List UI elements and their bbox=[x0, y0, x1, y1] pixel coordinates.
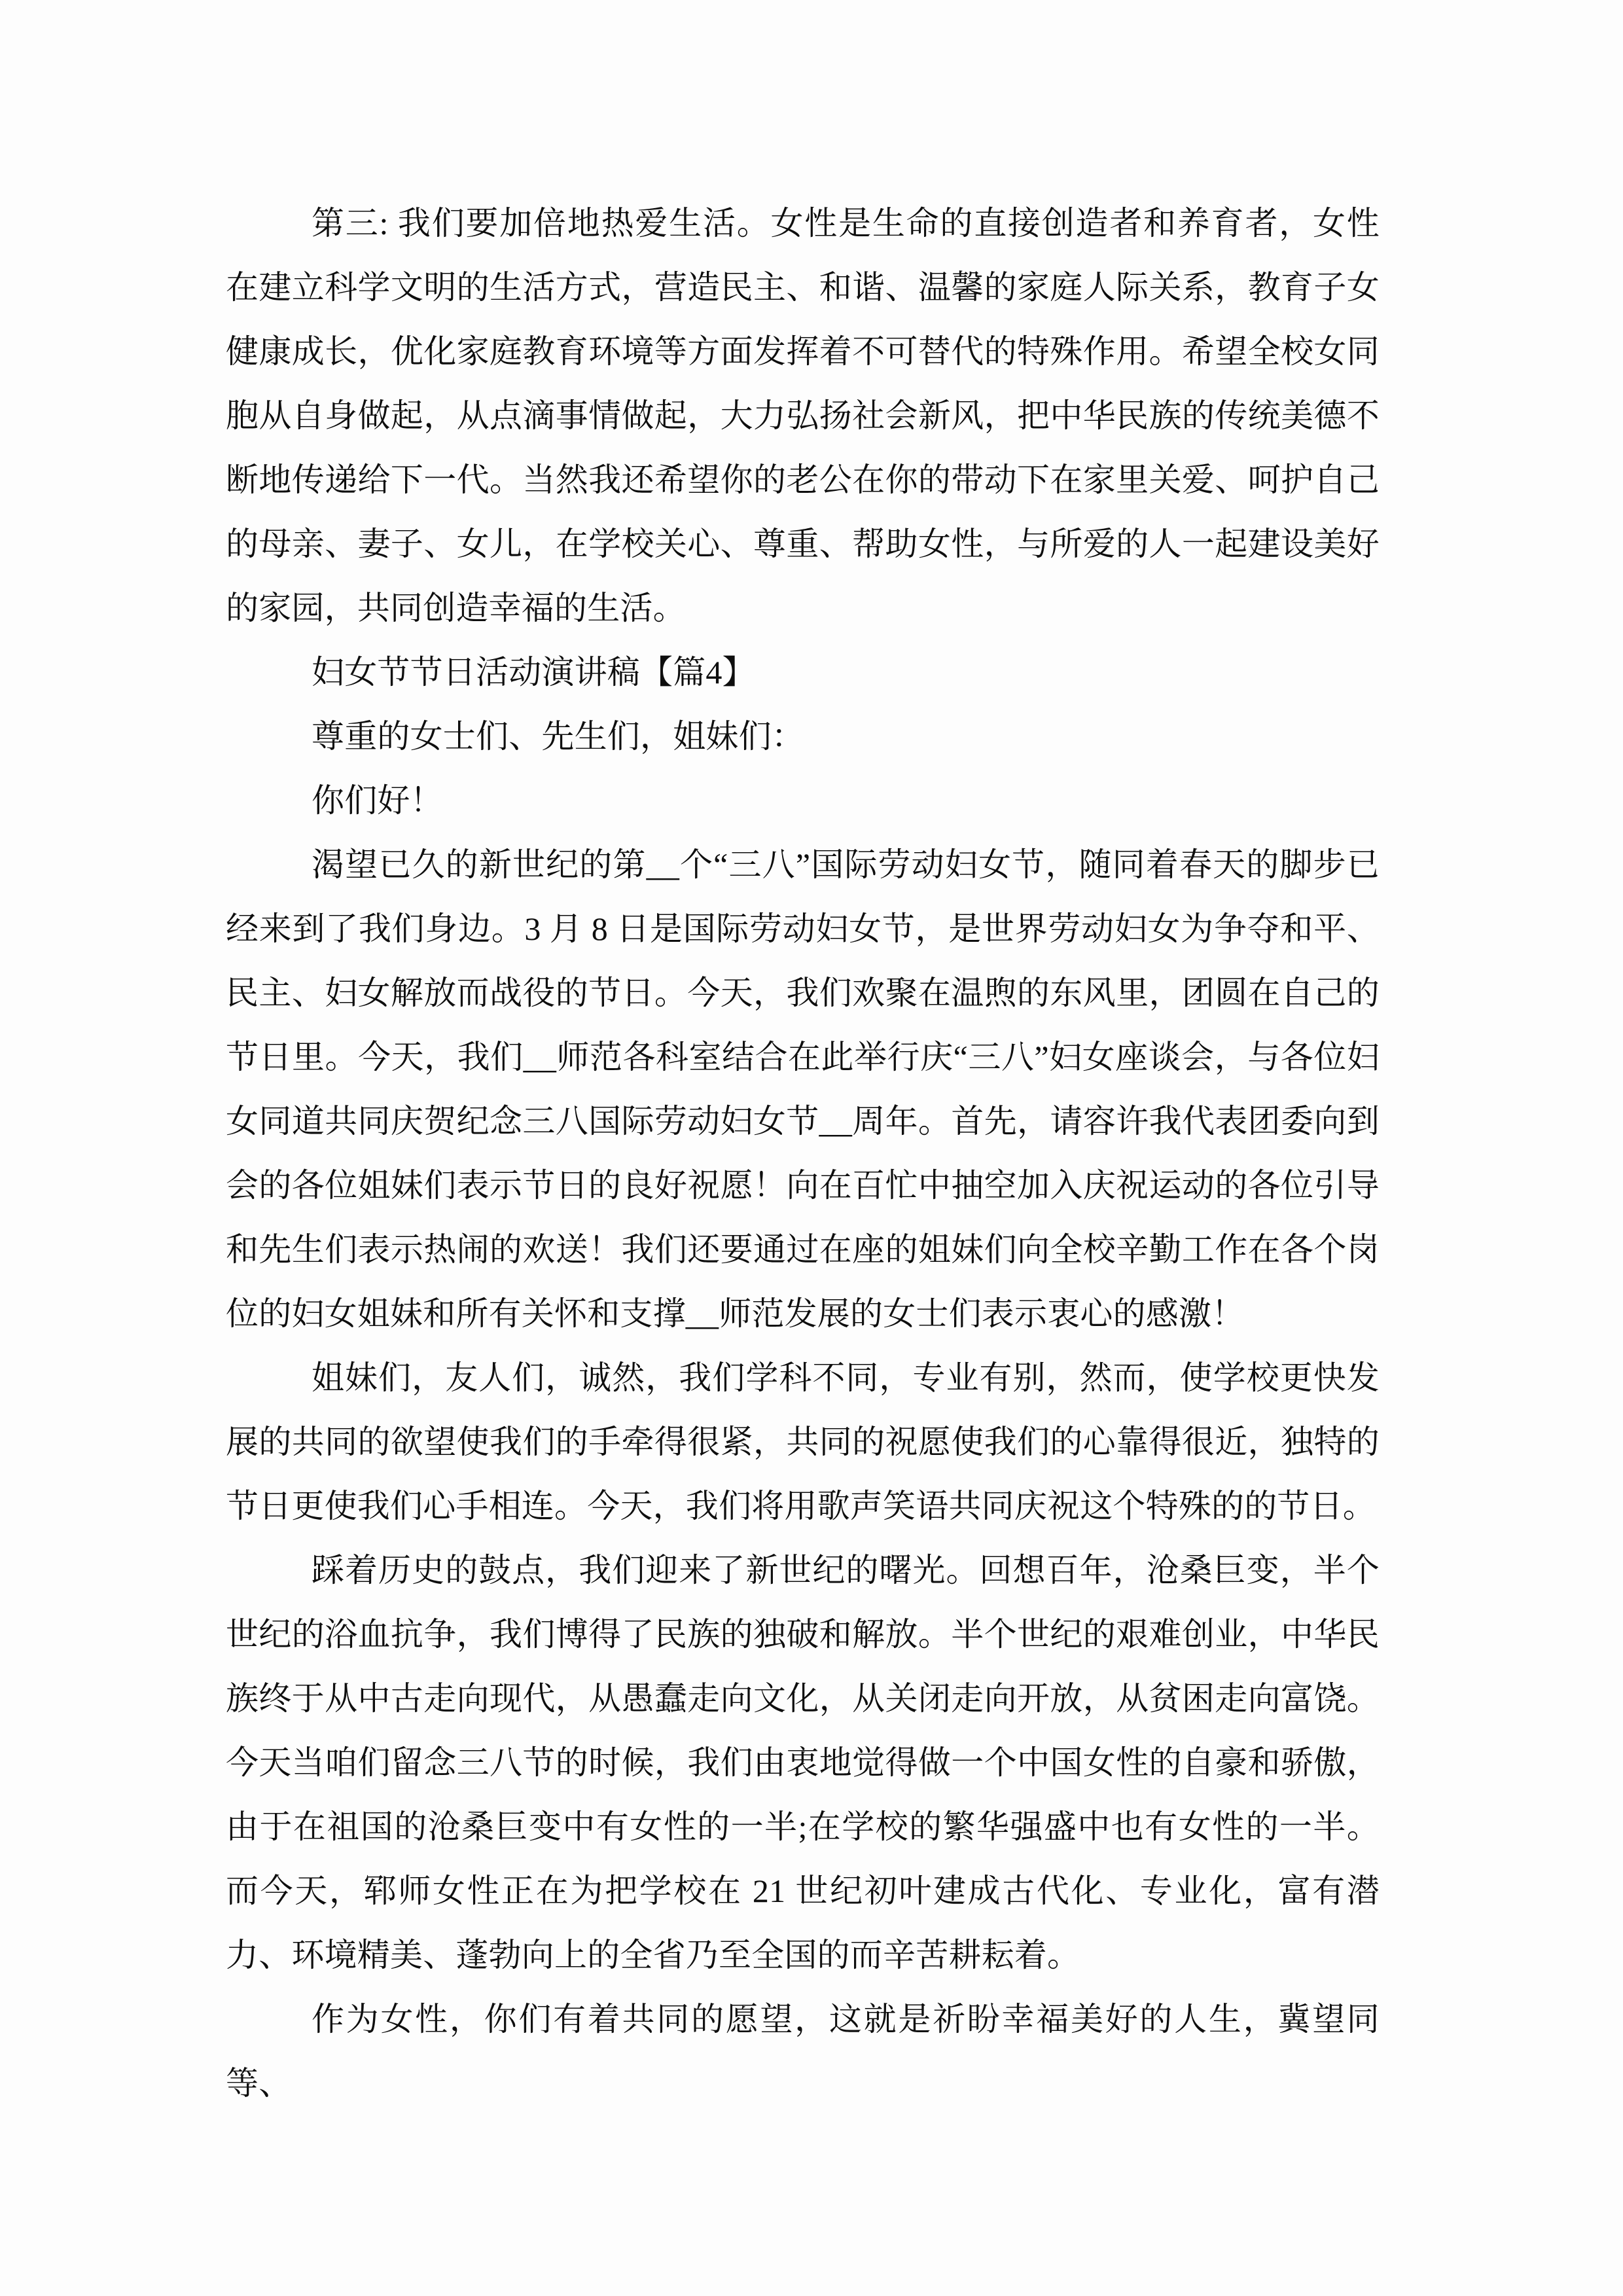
section-title-part4: 妇女节节日活动演讲稿【篇4】 bbox=[312, 654, 755, 691]
greeting-line: 你们好！ bbox=[312, 782, 443, 819]
text-block bbox=[226, 191, 1380, 2115]
paragraph-march8-intro: 渴望已久的新世纪的第__个“三八”国际劳动妇女节，随同着春天的脚步已经来到了我们身边。3 月 8 日是国际劳动妇女节，是世界劳动妇女为争夺和平、民主、妇女解放而战役的节日。今天，我们欢聚在温煦的东风里，团圆在自己的节日里。今天，我们__师范各科室结合在此举行庆“三八”妇女座谈会，与各位妇女同道共同庆贺纪念三八国际劳动妇女节__周年。首先，请容许我代表团委向到会的各位姐妹们表示节日的良好祝愿！向在百忙中抽空加入庆祝运动的各位引导和先生们表示热闹的欢送！我们还要通过在座的姐妹们向全校辛勤工作在各个岗位的妇女姐妹和所有关怀和支撑__师范发展的女士们表示衷心的感激！ bbox=[226, 846, 1380, 1332]
paragraph-part3-love-life: 第三: 我们要加倍地热爱生活。女性是生命的直接创造者和养育者，女性在建立科学文明的生活方式，营造民主、和谐、温馨的家庭人际关系，教育子女健康成长，优化家庭教育环境等方面发挥着不可替代的特殊作用。希望全校女同胞从自身做起，从点滴事情做起，大力弘扬社会新风，把中华民族的传统美德不断地传递给下一代。当然我还希望你的老公在你的带动下在家里关爱、呵护自己的母亲、妻子、女儿，在学校关心、尊重、帮助女性，与所爱的人一起建设美好的家园，共同创造幸福的生活。 bbox=[226, 205, 1380, 626]
paragraph-sisters-common-wish: 姐妹们，友人们，诚然，我们学科不同，专业有别，然而，使学校更快发展的共同的欲望使我们的手牵得很紧，共同的祝愿使我们的心靠得很近，独特的节日更使我们心手相连。今天，我们将用歌声笑语共同庆祝这个特殊的的节日。 bbox=[226, 1359, 1380, 1524]
paragraph-history-century: 踩着历史的鼓点，我们迎来了新世纪的曙光。回想百年，沧桑巨变，半个世纪的浴血抗争，我们博得了民族的独破和解放。半个世纪的艰难创业，中华民族终于从中古走向现代，从愚蠢走向文化，从关闭走向开放，从贫困走向富饶。今天当咱们留念三八节的时候，我们由衷地觉得做一个中国女性的自豪和骄傲，由于在祖国的沧桑巨变中有女性的一半;在学校的繁华强盛中也有女性的一半。而今天，郓师女性正在为把学校在 21 世纪初叶建成古代化、专业化，富有潜力、环境精美、蓬勃向上的全省乃至全国的而辛苦耕耘着。 bbox=[226, 1552, 1380, 1973]
paragraph-as-women-closing: 作为女性，你们有着共同的愿望，这就是祈盼幸福美好的人生，冀望同等、 bbox=[226, 2001, 1380, 2102]
salutation-line: 尊重的女士们、先生们，姐妹们： bbox=[312, 718, 804, 755]
